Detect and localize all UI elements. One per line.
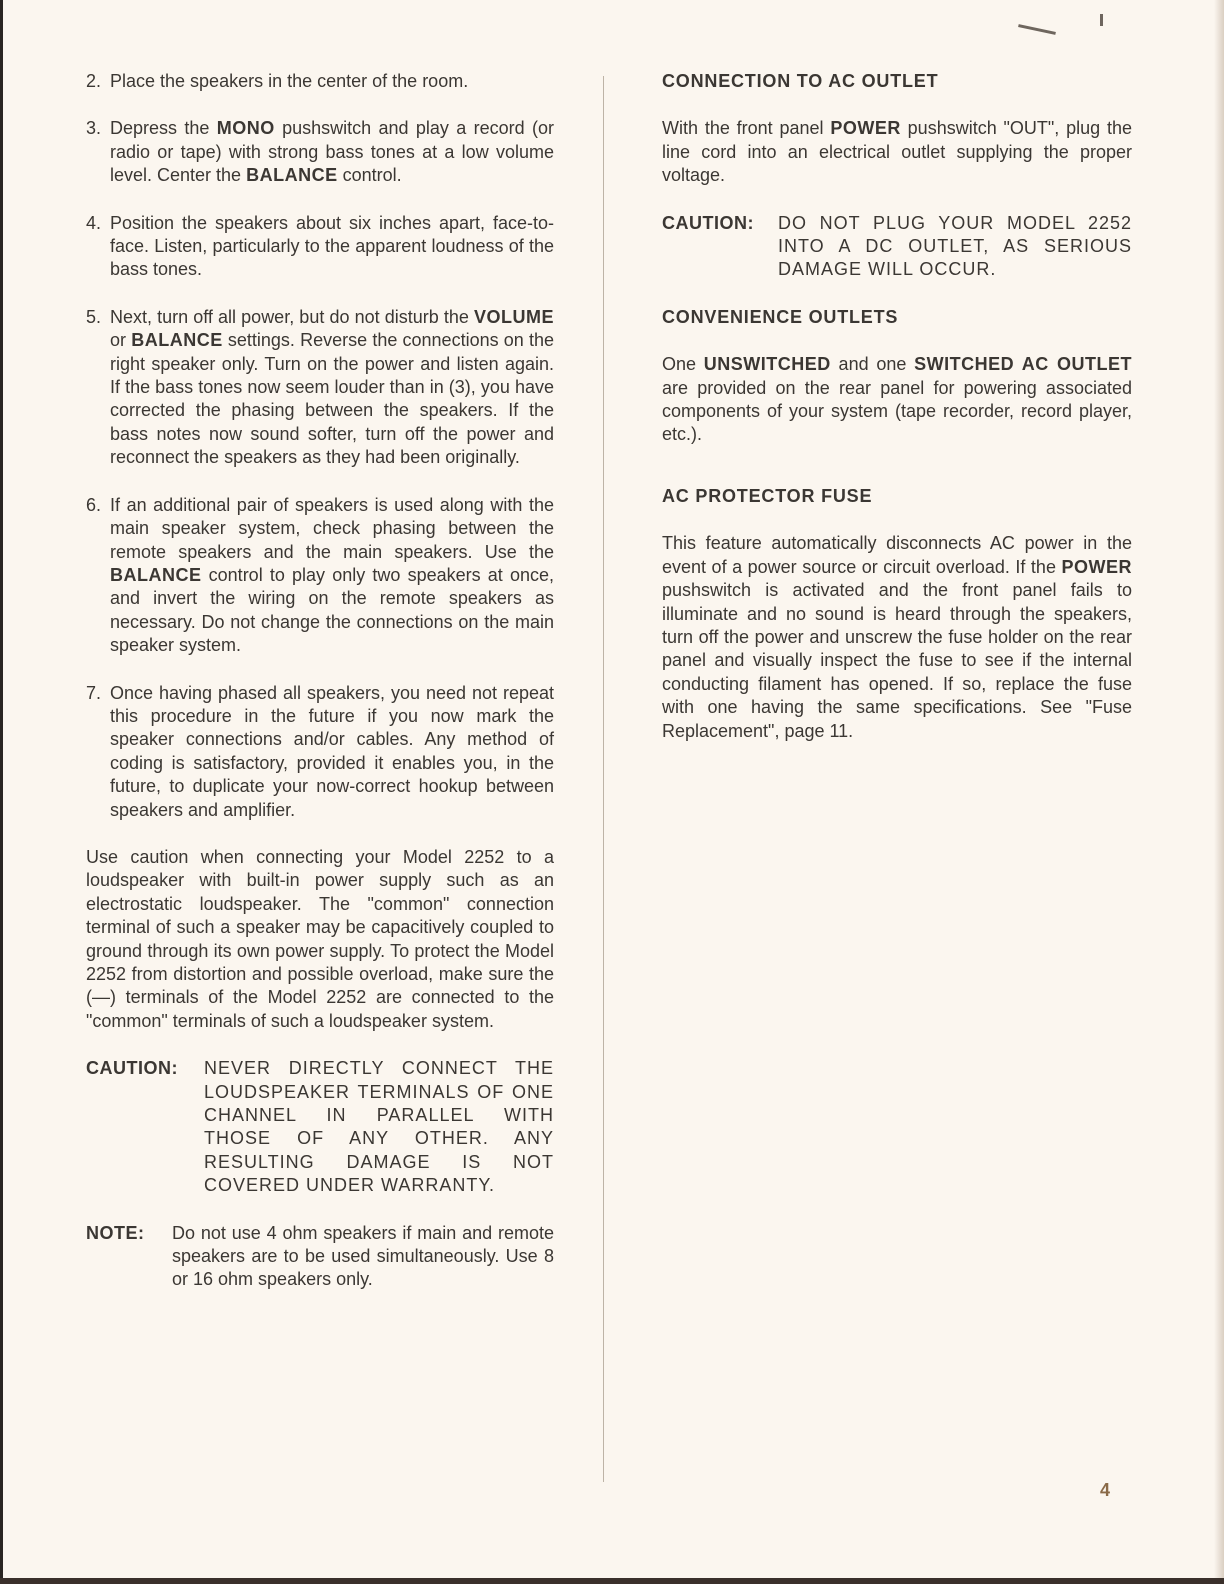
caution-text: NEVER DIRECTLY CONNECT THE LOUDSPEAKER TERMINALS OF ONE CHANNEL IN PARALLEL WITH THOSE OF ANY OTHER. ANY RESULTING DAMAGE IS NOT COVERED UNDER WARRANTY. xyxy=(204,1058,554,1196)
item-text: If an additional pair of speakers is used along with the main speaker system, check phasing between the remote speakers and the main speakers. Use the BALANCE control to play only two speakers at once, and invert the wiring on the remote speakers as necessary. Do not change the connections on the main speaker system. xyxy=(110,494,554,656)
item-text: Once having phased all speakers, you need not repeat this procedure in the future if you now mark the speaker connections and/or cables. Any method of coding is satisfactory, provided it enables you, in the future, to duplicate your now-correct hookup between speakers and amplifier. xyxy=(110,682,554,820)
list-item xyxy=(86,306,554,470)
item-text: Next, turn off all power, but do not disturb the VOLUME or BALANCE settings. Reverse the connections on the right speaker only. Turn on the power and listen again. If the bass tones now seem louder than in (3), you have corrected the phasing between the speakers. If the bass notes now sound softer, turn off the power and reconnect the speakers as they had been originally. xyxy=(110,306,554,468)
power-switch-name: POWER xyxy=(830,118,901,139)
list-item xyxy=(86,70,554,93)
right-column xyxy=(662,70,1132,767)
caution-label: CAUTION: xyxy=(86,1058,178,1079)
caution-text: DO NOT PLUG YOUR MODEL 2252 INTO A DC OUTLET, AS SERIOUS DAMAGE WILL OCCUR. xyxy=(778,212,1132,280)
balance-control-name: BALANCE xyxy=(246,165,338,186)
switched-outlet-name: SWITCHED AC OUTLET xyxy=(914,354,1132,375)
item-text: Position the speakers about six inches apart, face-to-face. Listen, particularly to the apparent loudness of the bass tones. xyxy=(110,212,554,280)
section-heading-convenience-outlets: CONVENIENCE OUTLETS xyxy=(662,306,899,327)
list-item xyxy=(86,682,554,822)
item-number: 2. xyxy=(86,71,102,91)
item-number: 3. xyxy=(86,118,102,139)
item-number: 6. xyxy=(86,494,102,515)
electrostatic-paragraph: Use caution when connecting your Model 2252 to a loudspeaker with built-in power supply such as an electrostatic loudspeaker. The "common" connection terminal of such a speaker may be capacitively coupled to ground through its own power supply. To protect the Model 2252 from distortion and possible overload, make sure the (—) terminals of the Model 2252 are connected to the "common" terminals of such a loudspeaker system. xyxy=(86,846,554,1031)
note-label: NOTE: xyxy=(86,1222,145,1243)
unswitched-outlet-name: UNSWITCHED xyxy=(703,354,831,375)
list-item xyxy=(86,212,554,282)
convenience-paragraph: One UNSWITCHED and one SWITCHED AC OUTLET are provided on the rear panel for powering associated components of your system (tape recorder, record player, etc.). xyxy=(662,354,1132,445)
balance-control-name: BALANCE xyxy=(131,330,223,351)
caution-label: CAUTION: xyxy=(662,212,754,233)
list-item xyxy=(86,494,554,658)
mono-switch-name: MONO xyxy=(216,118,275,139)
item-text: Place the speakers in the center of the room. xyxy=(110,71,469,91)
ac-outlet-paragraph: With the front panel POWER pushswitch "OUT", plug the line cord into an electrical outlet supplying the proper voltage. xyxy=(662,118,1132,186)
page-edge-bottom xyxy=(0,1578,1224,1584)
list-item xyxy=(86,117,554,187)
balance-control-name: BALANCE xyxy=(110,564,202,585)
page-number: 4 xyxy=(1100,1480,1111,1500)
power-switch-name: POWER xyxy=(1061,556,1132,577)
fuse-paragraph: This feature automatically disconnects AC power in the event of a power source or circuit overload. If the POWER pushswitch is activated and the front panel fails to illuminate and no sound is heard through the speakers, turn off the power and unscrew the fuse holder on the rear panel and visually inspect the fuse to see if the internal conducting filament has opened. If so, replace the fuse with one having the same specifications. See "Fuse Replacement", page 11. xyxy=(662,533,1132,741)
scan-smudge xyxy=(1100,14,1103,26)
caution-notice-dc xyxy=(662,212,1132,282)
note-notice xyxy=(86,1222,554,1292)
item-number: 4. xyxy=(86,212,102,233)
note-text: Do not use 4 ohm speakers if main and remote speakers are to be used simultaneously. Use 8 or 16 ohm speakers only. xyxy=(172,1222,554,1290)
item-number: 7. xyxy=(86,682,102,703)
volume-control-name: VOLUME xyxy=(473,306,554,327)
caution-notice xyxy=(86,1057,554,1197)
section-heading-ac-outlet: CONNECTION TO AC OUTLET xyxy=(662,71,939,91)
section-heading-fuse: AC PROTECTOR FUSE xyxy=(662,485,873,506)
column-divider xyxy=(603,76,604,1482)
left-column xyxy=(86,70,554,1316)
item-text: Depress the MONO pushswitch and play a record (or radio or tape) with strong bass tones at a low volume level. Center the BALANCE control. xyxy=(110,118,554,186)
page-edge-left xyxy=(0,0,3,1584)
item-number: 5. xyxy=(86,306,102,327)
scan-smudge xyxy=(1018,24,1056,35)
page-edge-right xyxy=(1214,0,1224,1584)
